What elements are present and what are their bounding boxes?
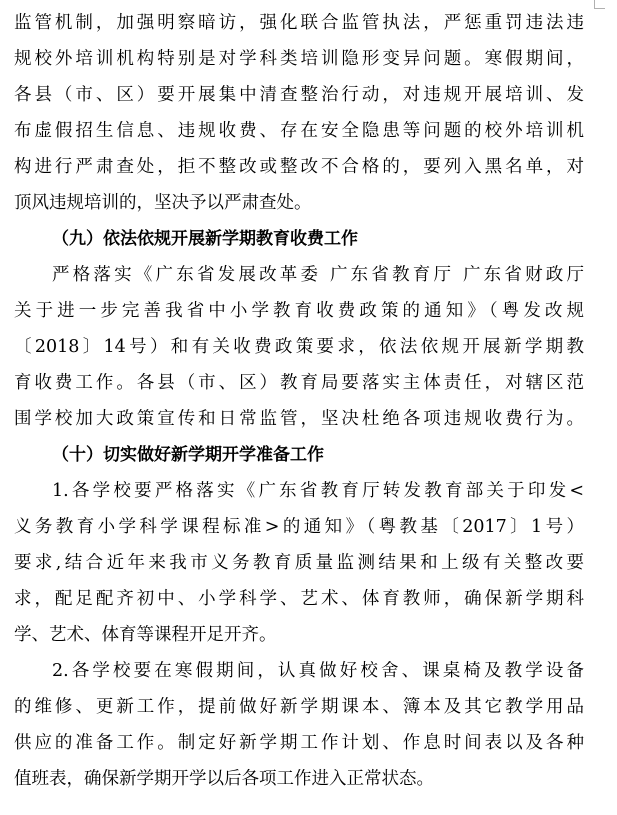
text-line: 要求,结合近年来我市义务教育质量监测结果和上级有关整改要 <box>14 553 584 573</box>
text-line: 监管机制，加强明察暗访，强化联合监管执法，严惩重罚违法违 <box>14 13 584 33</box>
page-corner-mark <box>594 0 605 9</box>
text-line: 值班表，确保新学期开学以后各项工作进入正常状态。 <box>14 769 434 789</box>
text-line: 义务教育小学科学课程标准>的通知》（粤教基〔2017〕1号） <box>14 517 584 537</box>
text-line: 2.各学校要在寒假期间，认真做好校舍、课桌椅及教学设备 <box>52 661 584 681</box>
text-line: 规校外培训机构特别是对学科类培训隐形变异问题。寒假期间， <box>14 49 584 69</box>
section-heading: （九）依法依规开展新学期教育收费工作 <box>52 229 358 249</box>
text-line: 学、艺术、体育等课程开足开齐。 <box>14 625 277 645</box>
text-line: 顶风违规培训的，坚决予以严肃查处。 <box>14 193 312 213</box>
text-line: 〔2018〕14号）和有关收费政策要求，依法依规开展新学期教 <box>14 337 584 357</box>
text-line: 供应的准备工作。制定好新学期工作计划、作息时间表以及各种 <box>14 733 584 753</box>
document-body <box>14 5 584 797</box>
text-line: 的维修、更新工作，提前做好新学期课本、簿本及其它教学用品 <box>14 697 584 717</box>
text-line: 围学校加大政策宣传和日常监管，坚决杜绝各项违规收费行为。 <box>14 409 584 429</box>
text-line: 构进行严肃查处，拒不整改或整改不合格的，要列入黑名单，对 <box>14 157 584 177</box>
section-heading: （十）切实做好新学期开学准备工作 <box>52 445 324 465</box>
text-line: 布虚假招生信息、违规收费、存在安全隐患等问题的校外培训机 <box>14 121 584 141</box>
text-line: 育收费工作。各县（市、区）教育局要落实主体责任，对辖区范 <box>14 373 584 393</box>
text-line: 各县（市、区）要开展集中清查整治行动，对违规开展培训、发 <box>14 85 584 105</box>
text-line: 1.各学校要严格落实《广东省教育厅转发教育部关于印发< <box>52 481 584 501</box>
text-line: 关于进一步完善我省中小学教育收费政策的通知》（粤发改规 <box>14 301 584 321</box>
text-line: 严格落实《广东省发展改革委 广东省教育厅 广东省财政厅 <box>52 265 584 285</box>
text-line: 求，配足配齐初中、小学科学、艺术、体育教师，确保新学期科 <box>14 589 584 609</box>
